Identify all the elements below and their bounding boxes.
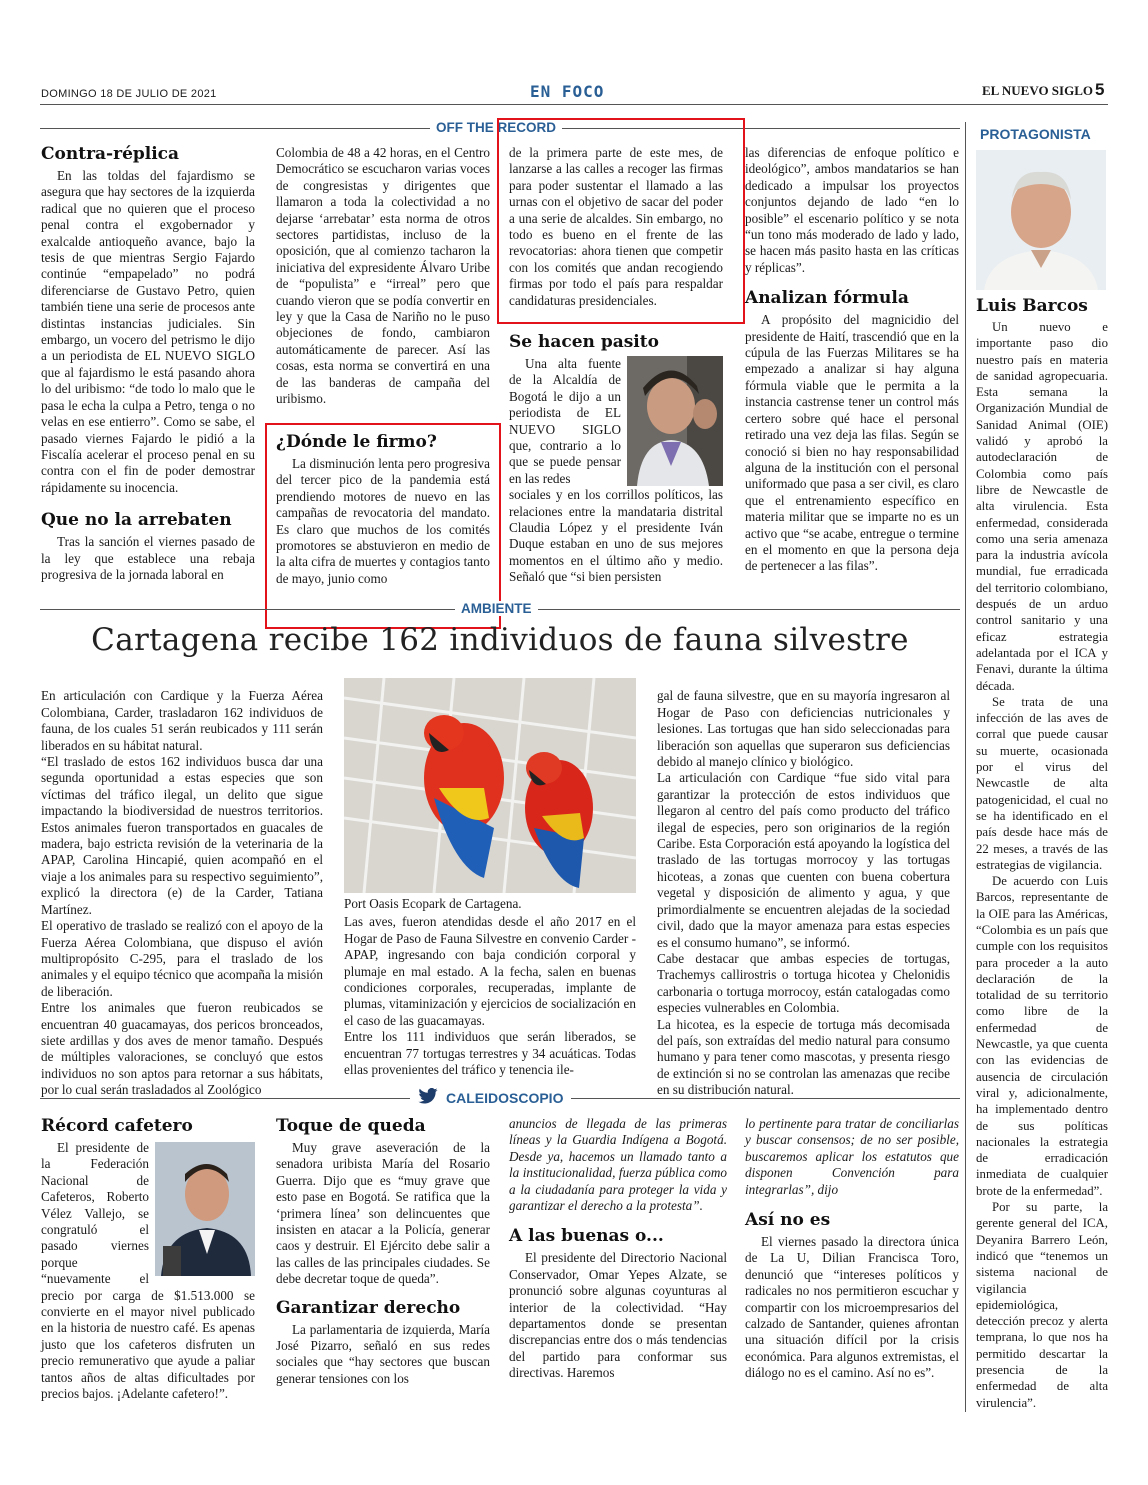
headline-analizan-formula: Analizan fórmula <box>745 288 909 309</box>
column-1 <box>41 144 255 583</box>
header-paper-name: EL NUEVO SIGLO <box>982 83 1093 98</box>
photo-luis-barcos <box>976 150 1106 290</box>
ambiente-column-1 <box>41 672 323 1099</box>
article-donde-le-firmo-cont: de la primera parte de este mes, de lanzarse a las calles a recoger las firmas para poder sustentar el llamado a las urnas con el objetivo de sacar del poder a una serie de alcaldes. Sin embargo, no todo es bueno en el frente de las revocatorias: ahora tienen que competir con los comités que andan recogiendo firmas por todo el país para respaldar candidaturas presidenciales. <box>509 145 723 308</box>
cal-column-4 <box>745 1116 959 1382</box>
headline-record-cafetero: Récord cafetero <box>41 1116 193 1136</box>
header-section: EN FOCO <box>530 82 605 101</box>
headline-que-no-la-arrebaten: Que no la arrebaten <box>41 510 232 531</box>
photo-claudia-lopez <box>627 356 723 486</box>
column-4 <box>745 145 959 575</box>
headline-contra-replica: Contra-réplica <box>41 144 180 164</box>
cal-column-2 <box>276 1116 490 1387</box>
headline-donde-le-firmo: ¿Dónde le firmo? <box>276 432 437 452</box>
article-garantizar-derecho: La parlamentaria de izquierda, María José Pizarro, señaló en sus redes sociales que “hay sectores que buscan generar tensiones con los <box>276 1321 490 1386</box>
article-a-las-buenas-cont: lo pertinente para tratar de conciliarlas y buscar consensos; de no ser posible, buscaremos aplicar los estatutos que disponen Convención para integrarlas”, dijo <box>745 1116 959 1197</box>
photo-guacamayas <box>344 678 636 893</box>
protagonista-p2: Se trata de una infección de las aves de corral que puede causar su muerte, ocasionada por el virus del Newcastle de alta patogenicidad, el cual no se ha identificado en el país desde hace más de 22 meses, a través de las estrategias de vigilancia. <box>976 694 1108 872</box>
headline-se-hacen-pasito: Se hacen pasito <box>509 332 659 352</box>
photo-roberto-velez <box>155 1142 255 1276</box>
headline-a-las-buenas: A las buenas o... <box>509 1226 664 1247</box>
off-record-label: OFF THE RECORD <box>430 120 562 135</box>
column-2 <box>276 145 490 408</box>
header-rule <box>40 104 1108 105</box>
cal-column-3 <box>509 1116 727 1382</box>
article-toque-de-queda: Muy grave aseveración de la senadora uribista María del Rosario Guerra. Dijo que es “muy grave que esto pase en Bogotá. Se ratifica que la ‘primera línea’ son delincuentes que insisten en atacar a la Policía, generar caos y destruir. El Ejército debe salir a las calles de las principales ciudades. Se debe decretar toque de queda”. <box>276 1140 490 1287</box>
article-asi-no-es: El viernes pasado la directora única de La U, Dilian Francisca Toro, denunció que “intereses políticos y radicales no nos permitieron escuchar y compartir con los microempresarios del calzado de Santander, quienes afrontan una situación difícil por la crisis económica. Para algunos extremistas, el diálogo no es el camino. Así no es”. <box>745 1234 959 1381</box>
article-que-no-la-arrebaten: Tras la sanción el viernes pasado de la ley que establece una rebaja progresiva de la jornada laboral en <box>41 534 255 582</box>
ambiente-headline: Cartagena recibe 162 individuos de fauna silvestre <box>91 622 909 658</box>
protagonista-p4: Por su parte, la gerente general del ICA, Deyanira Barrero León, indicó que “tenemos un sistema nacional de vigilancia epidemiológica, detección precoz y alerta temprana, lo que nos ha permitido descartar la presencia de la enfermedad de alta virulencia”. <box>976 1200 1108 1410</box>
twitter-bird-icon <box>418 1088 438 1108</box>
sidebar-column <box>976 296 1108 1411</box>
article-que-no-la-arrebaten-cont: Colombia de 48 a 42 horas, en el Centro Democrático se escucharon varias voces de congresistas y dirigentes que llamaron a toda la colectividad a no dejarse ‘arrebatar’ esta norma de otros sectores partidistas, incluso de la oposición, que al comienzo tacharon la iniciativa del expresidente Álvaro Uribe de “populista” e “irreal” pero que cuando vieron que se podía convertir en ley y que la Casa de Nariño no le puso objeciones de fondo, cambiaron automáticamente de parecer. Así las cosas, esta norma se convertirá en una de las banderas de campaña del uribismo. <box>276 145 490 407</box>
article-contra-replica: En las toldas del fajardismo se asegura que hay sectores de la izquierda radical que no quieren que el proceso penal contra el exgobernador y exalcalde antioqueño avance, bajo la tesis de que mientras Sergio Fajardo continúe “empapelado” no podrá diferenciarse de Gustavo Petro, quien también tiene una serie de procesos ante distintas instancias judiciales. Sin embargo, un vocero del petrismo le dijo a un periodista de EL NUEVO SIGLO que al fajardismo le está pasando ahora lo del uribismo: “de todo lo malo que le pasa le echa la culpa a Petro, tenga o no velas en ese entierro”. Como se sabe, el pasado viernes Fajardo le pidió a la Fiscalía acelerar el proceso penal en su contra con el fin de poder demostrar rápidamente su inocencia. <box>41 168 255 495</box>
article-donde-le-firmo: La disminución lenta pero progresiva del tercer pico de la pandemia está prendiendo motores de nuevo en las campañas de revocatoria del mandato. Es claro que muchos de los comités promotores se abstuvieron en medio de la alta cifra de muertes y contagios tanto de mayo, junio como <box>276 456 490 586</box>
protagonista-p1: Un nuevo e importante paso dio nuestro país en materia de sanidad agropecuaria. Esta semana la Organización Mundial de Sanidad Animal (OIE) validó y aprobó la autodeclaración de Colombia como país libre de Newcastle de alta virulencia. Esta enfermedad, considerada como una seria amenaza para la industria avícola mundial, fue erradicada del territorio colombiano, después de un arduo control sanitario y una eficaz estrategia adelantada por el ICA y Fenavi, durante la última década. <box>976 320 1108 693</box>
article-analizan-formula: A propósito del magnicidio del presidente de Haití, trascendió que en la cúpula de las Fuerzas Militares se ha empezado a analizar si hay alguna fórmula viable que le permita a la instancia castrense tener un control más certero sobre qué hace el personal retirado una vez deja las filas. Según se conoció si bien no hay responsabilidad alguna de la institución con el personal uniformado que pasa a ser civil, es claro que el entrenamiento específico en materia militar que se imparte no es un activo que “se acabe, entregue o termine en el momento en que la persona deja de pertenecer a las filas”. <box>745 312 959 574</box>
protagonista-label: PROTAGONISTA <box>980 126 1091 142</box>
article-garantizar-derecho-cont: anuncios de llegada de las primeras líneas y la Guardia Indígena a Bogotá. Desde ya, hacemos un llamado tanto a la institucionalidad, fuerza pública como a la ciudadanía para proteger la vida y garantizar el derecho a la protesta”. <box>509 1116 727 1214</box>
ambiente-text-2: Las aves, fueron atendidas desde el año 2017 en el Hogar de Paso de Fauna Silvestre en convenio Carder - APAP, ingresando con baja condición corporal y plumaje en mal estado. A la fecha, salen en buenas condiciones corporales, recuperadas, implante de plumas, vitaminización y ejercicios de socialización en el caso de las guacamayas. Entre los 111 individuos que serán liberados, se encuentran 77 tortugas terrestres y 34 acuáticas. Todas ellas provenientes del tráfico y tenencia ile- <box>344 914 636 1078</box>
headline-garantizar-derecho: Garantizar derecho <box>276 1297 461 1318</box>
protagonista-p3: De acuerdo con Luis Barcos, representante de la OIE para las Américas, “Colombia es un país que cumple con los requisitos para proceder a la auto declaración de la totalidad de su territorio como libre de la enfermedad de Newcastle, ya que cuenta con las evidencias de ausencia de circulación viral y, adicionalmente, ha implementado dentro de sus políticas nacionales la estrategia de erradicación inmediata de cualquier brote de la enfermedad”. <box>976 874 1108 1198</box>
header-page-number: 5 <box>1095 80 1105 99</box>
headline-toque-de-queda: Toque de queda <box>276 1116 426 1136</box>
article-se-hacen-pasito-end: las diferencias de enfoque político e ideológico”, ambos mandatarios se han dedicado a impulsar los proyectos conjuntos dejando de lado “en lo posible” el escenario político y se nota “un tono más moderado de lado y lado, se hacen más pasito hasta en las críticas y réplicas”. <box>745 145 959 275</box>
article-record-cafetero: El presidente de la Federación Nacional de Cafeteros, Roberto Vélez Vallejo, se congratuló el pasado viernes porque “nuevamente el precio por carga de $1.513.000 se convierte en el mayor nivel publicado en la historia de nuestro café. Es apenas justo que los cafeteros disfruten un precio remunerativo que ayude a paliar tantos años de altas dificultades por precios bajos. ¡Adelante cafetero!”. <box>41 1140 255 1402</box>
cal-column-1 <box>41 1116 255 1403</box>
highlight-box-donde-le-firmo <box>265 423 501 629</box>
photo-caption: Port Oasis Ecopark de Cartagena. <box>344 896 522 911</box>
caleidoscopio-label: CALEIDOSCOPIO <box>446 1090 564 1106</box>
article-se-hacen-pasito-cont: sociales y en los corrillos políticos, las relaciones entre la mandataria distrital Claudia López y el presidente Iván Duque estaban en uno de sus mejores momentos en el último año y medio. Señaló que “si bien persisten <box>509 487 723 585</box>
sidebar-divider <box>965 122 966 1412</box>
ambiente-text-3: gal de fauna silvestre, que en su mayoría ingresaron al Hogar de Paso con deficiencias nutricionales y lesiones. Las tortugas que han sido seleccionadas para liberación son aquellas que superaron sus deficiencias debido al manejo clínico y biológico. La articulación con Cardique “fue sido vital para garantizar la protección de estos individuos que llegaron al centro del país como producto del tráfico ilegal de especies, pero son originarios de la región Caribe. Esta Corporación está apoyando la logística del traslado de las tortugas morrocoy y las tortugas hicoteas, a zonas que cuenten con buena cobertura vegetal y disposición de alimento y agua, y que primordialmente se encuentren alejadas de la sociedad civil, dado que la mayor amenaza para estas especies es el consumo humano”, se informó. Cabe destacar que ambas especies de tortugas, Trachemys callirostris o tortuga hicotea y Chelonidis carbonaria o tortuga morrocoy, están catalogadas como especies vulnerables en Colombia. La hicotea, es la especie de tortuga más decomisada del país, son extraídas del medio natural para consumo humano y para tener como mascotas, y presenta riesgo de extinción si no se controlan las amenazas que recibe en su distribución natural. <box>657 688 950 1098</box>
ambiente-text-1: En articulación con Cardique y la Fuerza Aérea Colombiana, Carder, trasladaron 162 individuos de fauna, de los cuales 51 serán reubicados y 111 serán liberados en su hábitat natural. “El traslado de estos 162 individuos busca dar una segunda oportunidad a estas especies que son víctimas del tráfico ilegal, un delito que sigue impactando la biodiversidad de nuestros territorios. Estos animales fueron transportados en guacales de madera, bajo estricta revisión de la veterinaria de la APAP, Carolina Hincapié, quien acompañó en el viaje a los animales para su respectivo seguimiento”, explicó la directora (e) de la Carder, Tatiana Martínez. El operativo de traslado se realizó con el apoyo de la Fuerza Aérea Colombiana, que dispuso el avión multipropósito C-295, para el traslado de los animales y el equipo técnico que acompaña la misión de liberación. Entre los animales que fueron reubicados se encuentran 40 guacamayas, dos pericos bronceados, siete ardillas y dos aves de menor tamaño. Después de múltiples valoraciones, se concluyó que estos individuos no son aptos para retornar a sus hábitats, por lo cual serán trasladados al Zoológico <box>41 688 323 1098</box>
protagonista-name: Luis Barcos <box>976 296 1088 316</box>
article-a-las-buenas: El presidente del Directorio Nacional Conservador, Omar Yepes Alzate, se pronunció sobre algunas coyunturas al interior de la colectividad. “Hay departamentos donde se presentan discrepancias entre dos o más tendencias del partido para conformar sus directivas. Haremos <box>509 1250 727 1381</box>
header-date: DOMINGO 18 DE JULIO DE 2021 <box>41 88 217 100</box>
headline-asi-no-es: Así no es <box>745 1210 831 1231</box>
highlight-box-off-record <box>497 118 745 324</box>
ambiente-label: AMBIENTE <box>455 601 538 616</box>
ambiente-column-2 <box>344 896 636 1078</box>
article-se-hacen-pasito: Una alta fuente de la Alcaldía de Bogotá le dijo a un periodista de EL NUEVO SIGLO que, contrario a lo que se puede pensar en las redes <box>509 356 621 486</box>
caleidoscopio-label-group <box>410 1088 571 1108</box>
se-hacen-pasito-block <box>509 332 723 586</box>
ambiente-column-3 <box>657 672 950 1099</box>
